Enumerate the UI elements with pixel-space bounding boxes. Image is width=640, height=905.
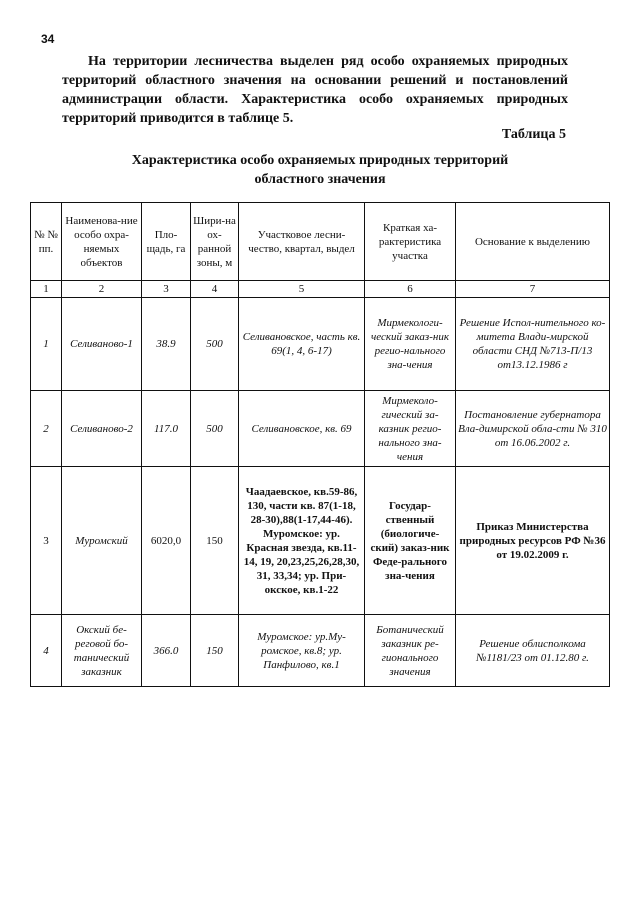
row-num: 2 [31, 391, 62, 467]
row-name: Окский бе-реговой бо-танический заказник [62, 615, 142, 687]
row-description: Ботанический заказник ре-гионального значения [365, 615, 456, 687]
column-number: 4 [191, 281, 239, 298]
row-forestry: Селивановское, кв. 69 [239, 391, 365, 467]
row-basis: Постановление губернатора Вла-димирской обла-сти № 310 от 16.06.2002 г. [456, 391, 610, 467]
row-area: 366.0 [142, 615, 191, 687]
table-row [31, 615, 610, 687]
header-cell-name: Наименова-ние особо охра-няемых объектов [62, 203, 142, 281]
row-name: Селиваново-2 [62, 391, 142, 467]
table-row [31, 467, 610, 615]
intro-paragraph: На территории лесничества выделен ряд особо охраняемых природных территорий областного значения на основании решений и постановлений администрации области. Характеристика особо охраняемых природных территорий приводится в таблице 5. [62, 54, 568, 126]
row-num: 4 [31, 615, 62, 687]
column-number: 5 [239, 281, 365, 298]
table-row [31, 298, 610, 391]
header-cell-basis: Основание к выделению [456, 203, 610, 281]
header-cell-area: Пло-щадь, га [142, 203, 191, 281]
page-number: 34 [41, 32, 55, 46]
row-zone: 150 [191, 615, 239, 687]
table-header-row [31, 203, 610, 281]
row-zone: 500 [191, 391, 239, 467]
row-area: 117.0 [142, 391, 191, 467]
row-forestry: Селивановское, часть кв. 69(1, 4, 6-17) [239, 298, 365, 391]
row-num: 3 [31, 467, 62, 615]
header-cell-zone: Шири-на ох-ранной зоны, м [191, 203, 239, 281]
header-cell-num: № № пп. [31, 203, 62, 281]
row-basis: Решение Испол-нительного ко-митета Влади-мирской области СНД №713-П/13 от13.12.1986 г [456, 298, 610, 391]
row-zone: 150 [191, 467, 239, 615]
table-row [31, 391, 610, 467]
table-title-line1: Характеристика особо охраняемых природных территорий [131, 153, 509, 168]
row-basis: Приказ Министерства природных ресурсов РФ №36 от 19.02.2009 г. [456, 467, 610, 615]
row-forestry: Чаадаевское, кв.59-86, 130, части кв. 87(1-18, 28-30),88(1-17,44-46). Муромское: ур. Красная звезда, кв.11-14, 19, 20,23,25,26,28,30, 31, 33,34; ур. При-окское, кв.1-22 [239, 467, 365, 615]
protected-areas-table [30, 202, 610, 687]
row-num: 1 [31, 298, 62, 391]
column-number: 6 [365, 281, 456, 298]
column-number-row [31, 281, 610, 298]
row-name: Селиваново-1 [62, 298, 142, 391]
row-description: Мирмеколо-гический за-казник регио-нального зна-чения [365, 391, 456, 467]
row-basis: Решение облисполкома №1181/23 от 01.12.80 г. [456, 615, 610, 687]
header-cell-description: Краткая ха-рактеристика участка [365, 203, 456, 281]
row-forestry: Муромское: ур.Му-ромское, кв.8; ур. Панфилово, кв.1 [239, 615, 365, 687]
column-number: 7 [456, 281, 610, 298]
table-label: Таблица 5 [501, 127, 566, 142]
column-number: 1 [31, 281, 62, 298]
row-description: Мирмекологи-ческий заказ-ник регио-нального зна-чения [365, 298, 456, 391]
column-number: 3 [142, 281, 191, 298]
header-cell-forestry: Участковое лесни-чество, квартал, выдел [239, 203, 365, 281]
column-number: 2 [62, 281, 142, 298]
row-zone: 500 [191, 298, 239, 391]
row-area: 6020,0 [142, 467, 191, 615]
row-name: Муромский [62, 467, 142, 615]
table-title-line2: областного значения [254, 172, 386, 187]
row-description: Государ-ственный (биологиче-ский) заказ-ник Феде-рального зна-чения [365, 467, 456, 615]
table-title [80, 151, 560, 189]
row-area: 38.9 [142, 298, 191, 391]
